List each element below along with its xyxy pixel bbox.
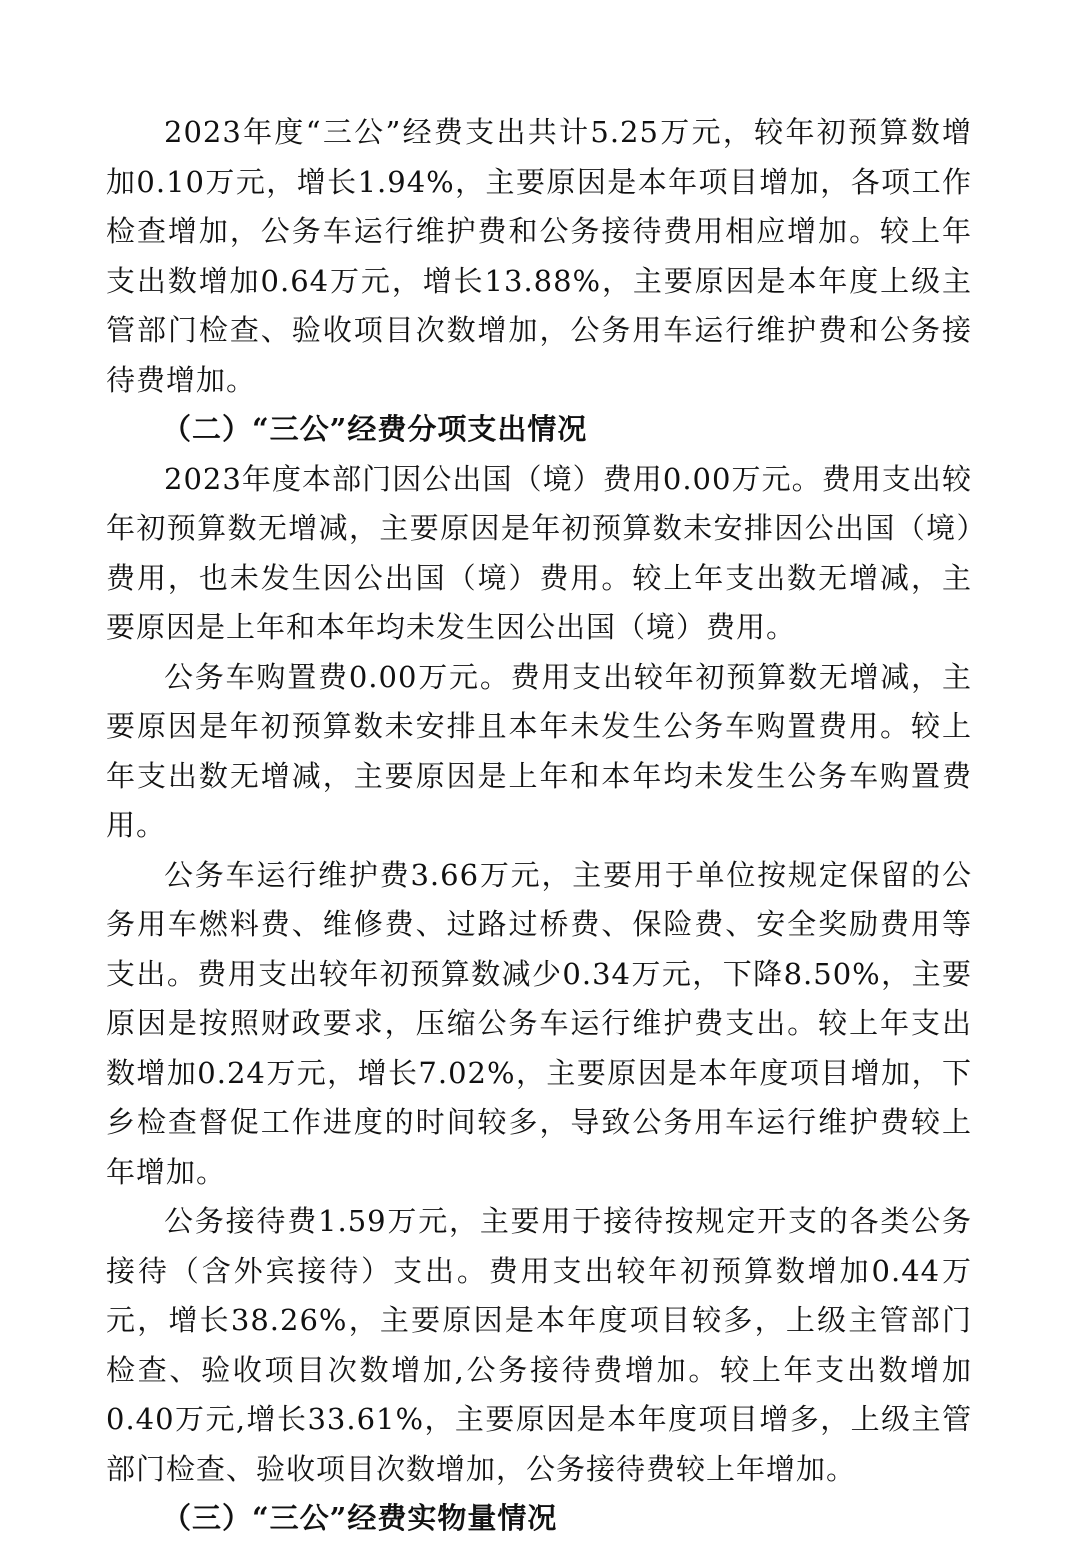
- paragraph-total-expenditure: 2023年度“三公”经费支出共计5.25万元，较年初预算数增加0.10万元，增长1.94%，主要原因是本年项目增加，各项工作检查增加，公务车运行维护费和公务接待费用相应增加。较上年支出数增加0.64万元，增长13.88%，主要原因是本年度上级主管部门检查、验收项目次数增加，公务用车运行维护费和公务接待费增加。: [106, 115, 972, 397]
- section-heading-itemized: （二）“三公”经费分项支出情况: [162, 412, 588, 446]
- paragraph-reception: 公务接待费1.59万元，主要用于接待按规定开支的各类公务接待（含外宾接待）支出。费用支出较年初预算数增加0.44万元，增长38.26%，主要原因是本年度项目较多，上级主管部门检查、验收项目次数增加,公务接待费增加。较上年支出数增加0.40万元,增长33.61%，主要原因是本年度项目增多，上级主管部门检查、验收项目次数增加，公务接待费较上年增加。: [106, 1204, 972, 1486]
- paragraph-overseas-travel: 2023年度本部门因公出国（境）费用0.00万元。费用支出较年初预算数无增减，主要原因是年初预算数未安排因公出国（境）费用，也未发生因公出国（境）费用。较上年支出数无增减，主要原因是上年和本年均未发生因公出国（境）费用。: [106, 461, 972, 644]
- document-page: [106, 108, 972, 1544]
- paragraph-vehicle-maintenance: 公务车运行维护费3.66万元，主要用于单位按规定保留的公务用车燃料费、维修费、过路过桥费、保险费、安全奖励费用等支出。费用支出较年初预算数减少0.34万元，下降8.50%，主要原因是按照财政要求，压缩公务车运行维护费支出。较上年支出数增加0.24万元，增长7.02%，主要原因是本年度项目增加，下乡检查督促工作进度的时间较多，导致公务用车运行维护费较上年增加。: [106, 857, 972, 1189]
- section-heading-physical-quantity: （三）“三公”经费实物量情况: [162, 1501, 558, 1535]
- paragraph-vehicle-purchase: 公务车购置费0.00万元。费用支出较年初预算数无增减，主要原因是年初预算数未安排且本年未发生公务车购置费用。较上年支出数无增减，主要原因是上年和本年均未发生公务车购置费用。: [106, 659, 972, 842]
